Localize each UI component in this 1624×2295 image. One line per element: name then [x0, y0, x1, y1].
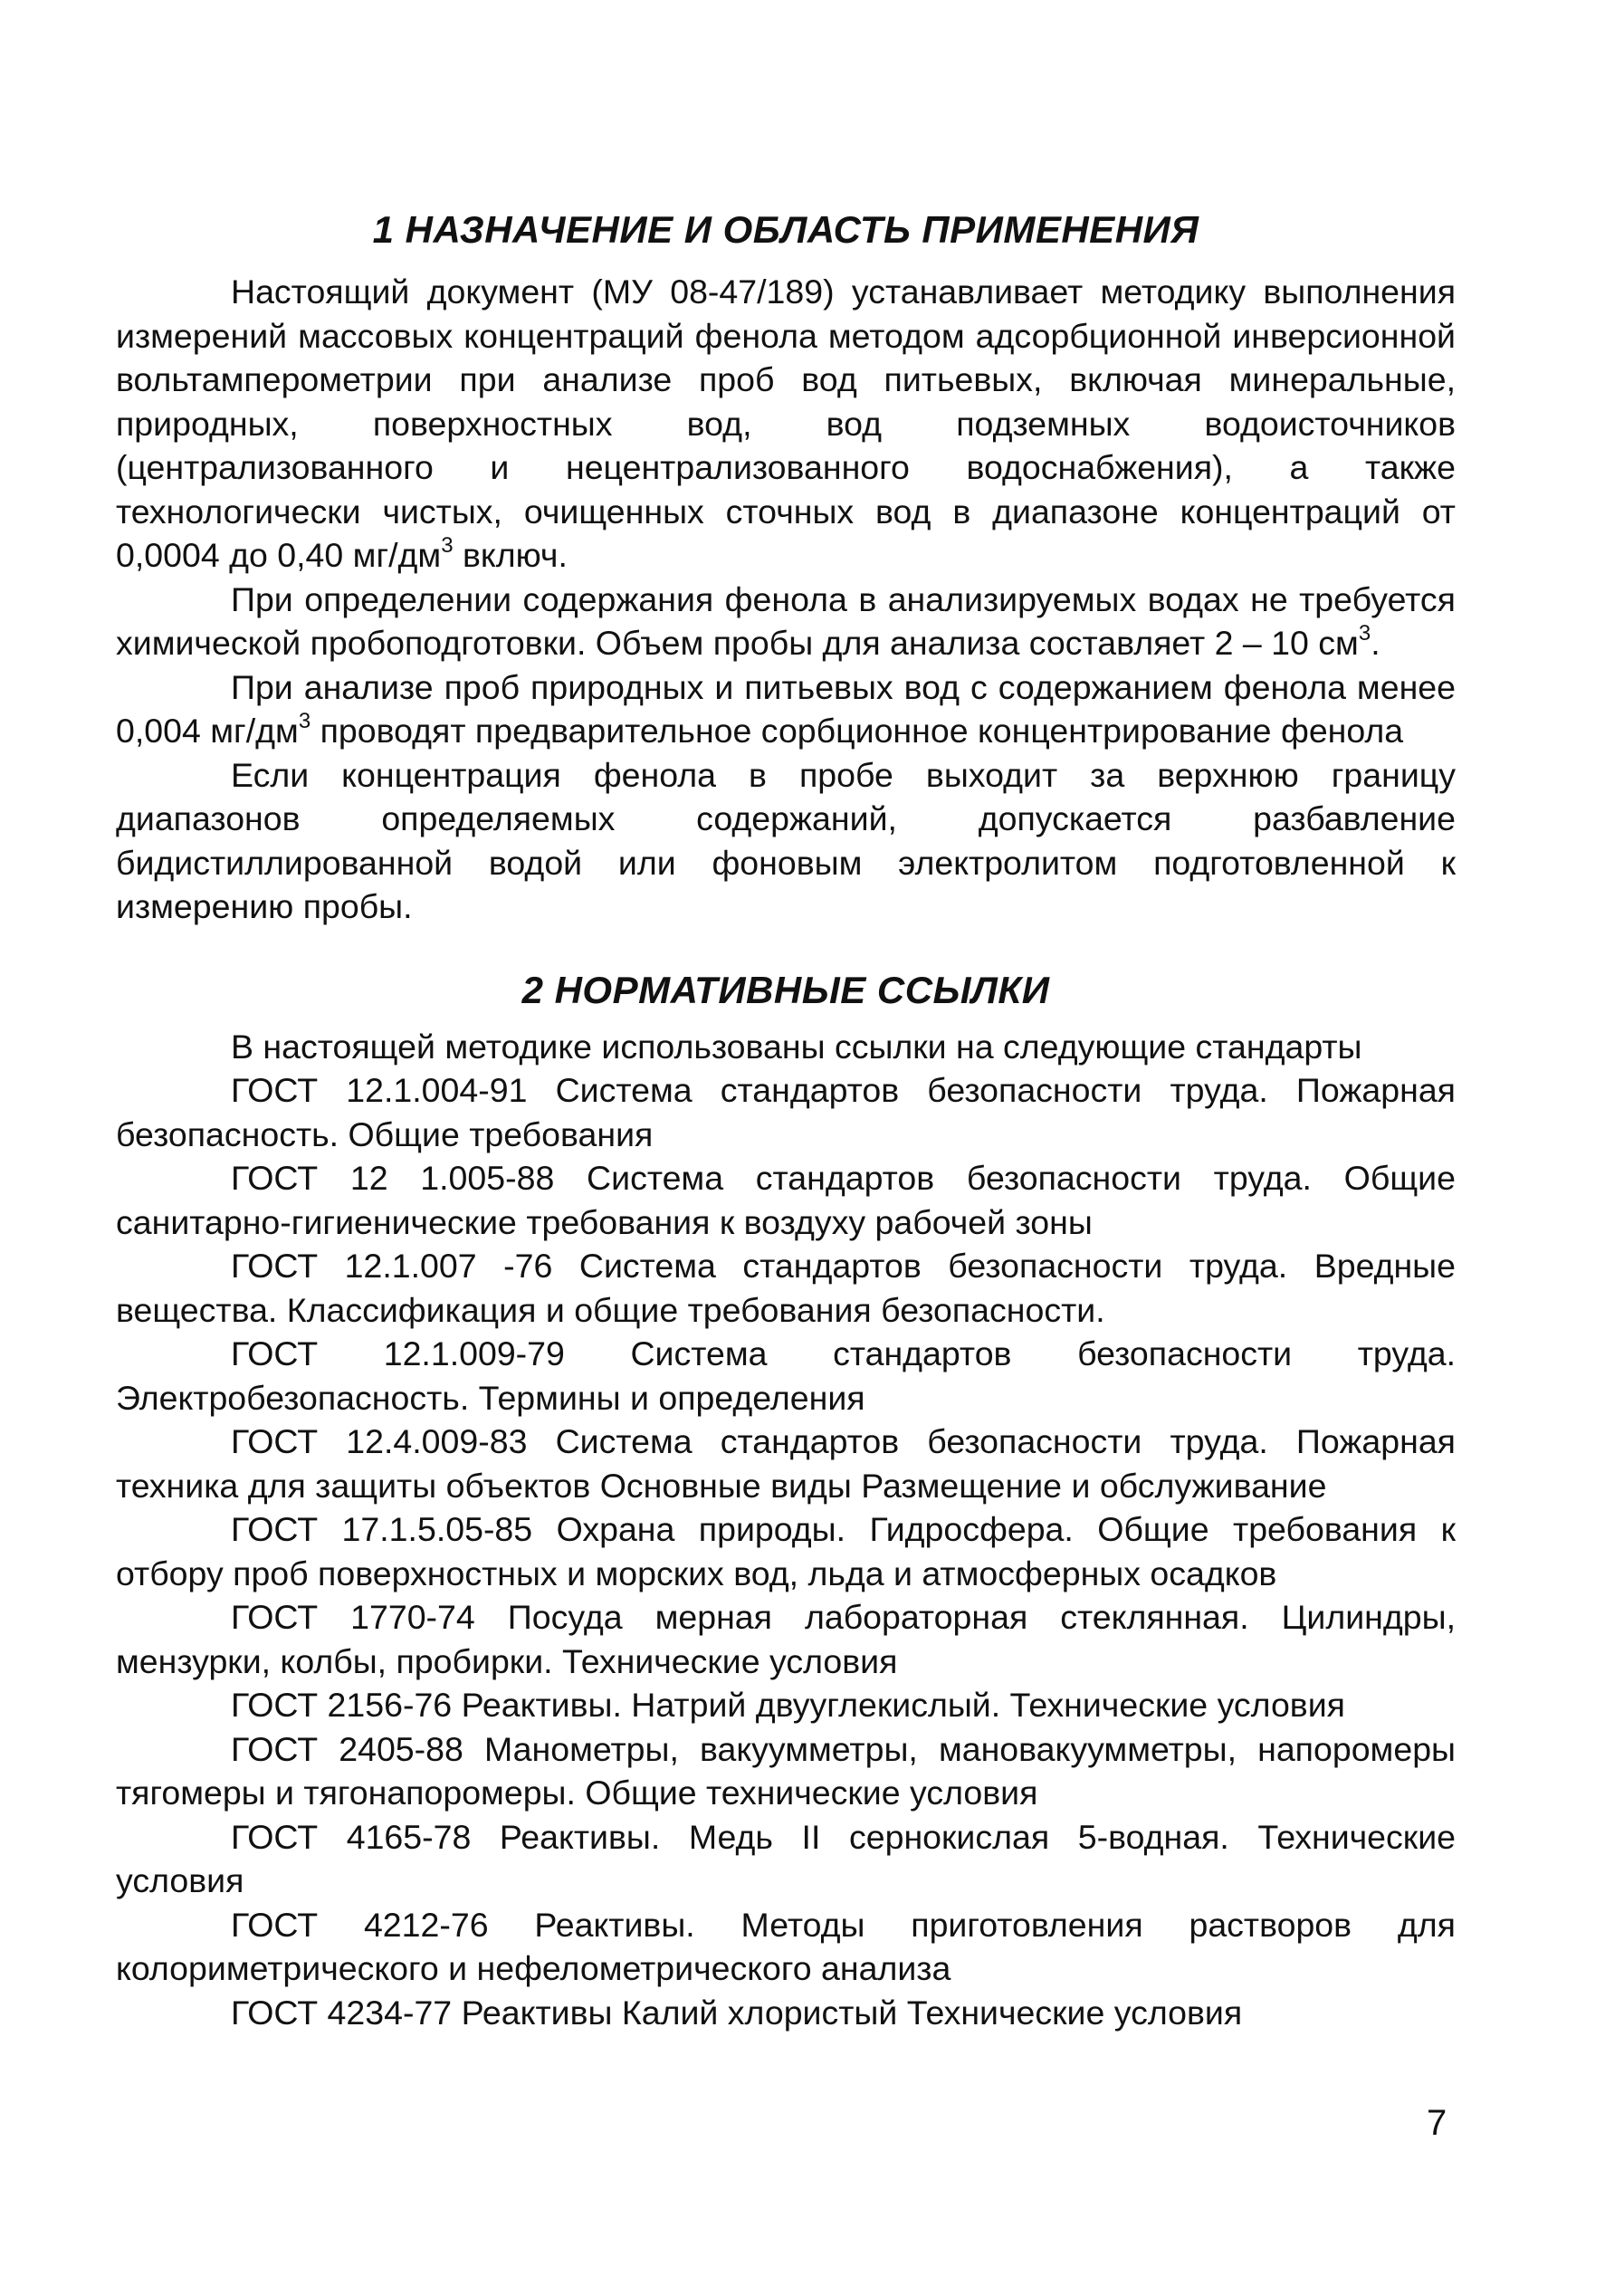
section-2-title: 2 НОРМАТИВНЫЕ ССЫЛКИ [521, 968, 1050, 1011]
p3-text: При анализе проб природных и питьевых вод с содержанием фенола менее 0,004 мг/дм [116, 667, 1456, 750]
p1-superscript: 3 [441, 533, 454, 558]
reference-item: ГОСТ 2156-76 Реактивы. Натрий двууглекислый. Технические условия [231, 1686, 1345, 1724]
reference-item: ГОСТ 17.1.5.05-85 Охрана природы. Гидросфера. Общие требования к отбору проб поверхностных и морских вод, льда и атмосферных осадков [116, 1510, 1456, 1592]
p2-text: При определении содержания фенола в анализируемых водах не требуется химической пробоподготовки. Объем пробы для анализа составляет 2 – 10 см [116, 579, 1456, 662]
reference-item: ГОСТ 12.1.009-79 Система стандартов безопасности труда. Электробезопасность. Термины и определения [116, 1334, 1456, 1417]
section-1-title: 1 НАЗНАЧЕНИЕ И ОБЛАСТЬ ПРИМЕНЕНИЯ [372, 208, 1199, 251]
reference-item: ГОСТ 2405-88 Манометры, вакуумметры, мановакуумметры, напоромеры тягомеры и тягонапоромеры. Общие технические условия [116, 1729, 1456, 1812]
reference-item: ГОСТ 1770-74 Посуда мерная лабораторная стеклянная. Цилиндры, мензурки, колбы, пробирки. Технические условия [116, 1598, 1456, 1680]
p1-text: Настоящий документ (МУ 08-47/189) устанавливает методику выполнения измерений массовых концентраций фенола методом адсорбционной инверсионной вольтамперометрии при анализе проб вод питьевых, включая минеральные, природных, поверхностных вод, вод подземных водоисточников (централизованного и нецентрализованного водоснабжения), а также технологически чистых, очищенных сточных вод в диапазоне концентраций от 0,0004 до 0,40 мг/дм [116, 273, 1456, 574]
p3-superscript: 3 [298, 709, 311, 733]
document-page [116, 208, 1456, 2034]
p2-text-end: . [1371, 624, 1380, 662]
reference-item: ГОСТ 4212-76 Реактивы. Методы приготовления растворов для колориметрического и нефелометрического анализа [116, 1905, 1456, 1987]
page-number: 7 [1427, 2103, 1447, 2143]
p1-text-end: включ. [453, 536, 568, 574]
reference-item: ГОСТ 4234-77 Реактивы Калий хлористый Технические условия [231, 1993, 1243, 2032]
reference-item: ГОСТ 12 1.005-88 Система стандартов безопасности труда. Общие санитарно-гигиенические требования к воздуху рабочей зоны [116, 1159, 1456, 1241]
section-1-paragraph-4: Если концентрация фенола в пробе выходит за верхнюю границу диапазонов определяемых содержаний, допускается разбавление бидистиллированной водой или фоновым электролитом подготовленной к измерению пробы. [116, 755, 1456, 925]
reference-item: ГОСТ 12.4.009-83 Система стандартов безопасности труда. Пожарная техника для защиты объектов Основные виды Размещение и обслуживание [116, 1422, 1456, 1505]
section-1-paragraph-1 [116, 270, 1456, 578]
section-1-paragraph-2 [116, 578, 1456, 665]
section-1-paragraph-3 [116, 665, 1456, 753]
reference-item: ГОСТ 4165-78 Реактивы. Медь II сернокислая 5-водная. Технические условия [116, 1817, 1456, 1899]
reference-item: ГОСТ 12.1.007 -76 Система стандартов безопасности труда. Вредные вещества. Классификация и общие требования безопасности. [116, 1247, 1456, 1329]
section-2-lead: В настоящей методике использованы ссылки на следующие стандарты [231, 1027, 1362, 1066]
reference-item: ГОСТ 12.1.004-91 Система стандартов безопасности труда. Пожарная безопасность. Общие требования [116, 1071, 1456, 1153]
p2-superscript: 3 [1358, 621, 1371, 645]
p3-text-end: проводят предварительное сорбционное концентрирование фенола [310, 712, 1404, 750]
